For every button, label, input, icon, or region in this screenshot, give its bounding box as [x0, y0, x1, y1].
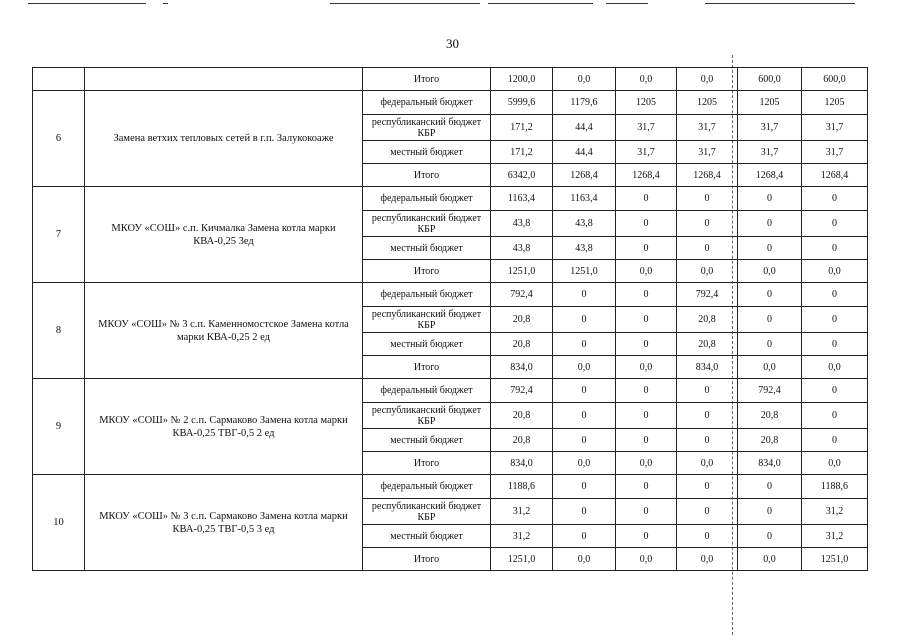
- value-cell: 0: [616, 525, 677, 548]
- value-cell: 0: [616, 307, 677, 333]
- top-rule-6: [705, 3, 855, 4]
- value-cell: 0: [738, 525, 802, 548]
- value-cell: 1205: [677, 91, 738, 115]
- value-cell: 1251,0: [802, 548, 868, 571]
- table-row: [33, 187, 868, 211]
- value-cell: 31,7: [802, 141, 868, 164]
- description-cell: МКОУ «СОШ» № 3 с.п. Сармаково Замена котла марки КВА-0,25 ТВГ-0,5 3 ед: [85, 475, 363, 571]
- description-cell: Замена ветхих тепловых сетей в г.п. Залукокоаже: [85, 91, 363, 187]
- funding-source-cell: республиканский бюджет КБР: [363, 403, 491, 429]
- value-cell: 0: [553, 403, 616, 429]
- value-cell: 1251,0: [491, 260, 553, 283]
- table-row: [33, 475, 868, 499]
- value-cell: 1268,4: [616, 164, 677, 187]
- value-cell: 43,8: [491, 237, 553, 260]
- value-cell: 0: [616, 237, 677, 260]
- value-cell: 1251,0: [491, 548, 553, 571]
- value-cell: 0: [738, 307, 802, 333]
- value-cell: 43,8: [553, 237, 616, 260]
- value-cell: 0: [677, 429, 738, 452]
- value-cell: 31,7: [616, 141, 677, 164]
- value-cell: 1163,4: [553, 187, 616, 211]
- value-cell: 0: [802, 283, 868, 307]
- description-cell: [85, 68, 363, 91]
- value-cell: 0: [802, 403, 868, 429]
- funding-source-cell: местный бюджет: [363, 525, 491, 548]
- value-cell: 0: [802, 211, 868, 237]
- value-cell: 0: [553, 475, 616, 499]
- value-cell: 0,0: [802, 356, 868, 379]
- funding-source-cell: республиканский бюджет КБР: [363, 499, 491, 525]
- table-row: [33, 68, 868, 91]
- row-index-cell: 8: [33, 283, 85, 379]
- value-cell: 31,7: [802, 115, 868, 141]
- top-rule-2: [163, 3, 168, 4]
- value-cell: 0: [553, 283, 616, 307]
- value-cell: 0: [553, 525, 616, 548]
- value-cell: 1268,4: [553, 164, 616, 187]
- description-cell: МКОУ «СОШ» с.п. Кичмалка Замена котла марки КВА-0,25 3ед: [85, 187, 363, 283]
- value-cell: 0,0: [677, 548, 738, 571]
- value-cell: 20,8: [677, 333, 738, 356]
- value-cell: 31,7: [738, 141, 802, 164]
- value-cell: 0: [677, 211, 738, 237]
- value-cell: 792,4: [491, 283, 553, 307]
- value-cell: 20,8: [491, 333, 553, 356]
- value-cell: 0: [677, 499, 738, 525]
- value-cell: 0: [802, 237, 868, 260]
- value-cell: 31,7: [677, 115, 738, 141]
- value-cell: 0,0: [677, 452, 738, 475]
- value-cell: 600,0: [802, 68, 868, 91]
- value-cell: 0,0: [616, 356, 677, 379]
- value-cell: 0: [616, 475, 677, 499]
- value-cell: 0,0: [677, 260, 738, 283]
- value-cell: 0: [802, 307, 868, 333]
- value-cell: 0,0: [677, 68, 738, 91]
- row-index-cell: 6: [33, 91, 85, 187]
- value-cell: 31,7: [616, 115, 677, 141]
- funding-source-cell: Итого: [363, 68, 491, 91]
- value-cell: 0: [738, 499, 802, 525]
- top-rule-1: [28, 3, 146, 4]
- value-cell: 31,2: [802, 525, 868, 548]
- value-cell: 834,0: [491, 356, 553, 379]
- value-cell: 792,4: [677, 283, 738, 307]
- funding-source-cell: Итого: [363, 548, 491, 571]
- value-cell: 0: [616, 283, 677, 307]
- value-cell: 834,0: [491, 452, 553, 475]
- row-index-cell: 9: [33, 379, 85, 475]
- value-cell: 31,2: [491, 499, 553, 525]
- value-cell: 171,2: [491, 115, 553, 141]
- value-cell: 1268,4: [677, 164, 738, 187]
- funding-source-cell: федеральный бюджет: [363, 91, 491, 115]
- funding-source-cell: республиканский бюджет КБР: [363, 211, 491, 237]
- value-cell: 834,0: [677, 356, 738, 379]
- value-cell: 0,0: [616, 260, 677, 283]
- value-cell: 20,8: [491, 307, 553, 333]
- value-cell: 1268,4: [738, 164, 802, 187]
- funding-source-cell: федеральный бюджет: [363, 379, 491, 403]
- page-number: 30: [446, 36, 459, 51]
- value-cell: 0: [677, 475, 738, 499]
- value-cell: 0,0: [616, 68, 677, 91]
- row-index-cell: 10: [33, 475, 85, 571]
- table-row: [33, 283, 868, 307]
- value-cell: 0,0: [553, 68, 616, 91]
- value-cell: 1188,6: [491, 475, 553, 499]
- budget-table: [32, 67, 868, 571]
- value-cell: 43,8: [491, 211, 553, 237]
- value-cell: 1200,0: [491, 68, 553, 91]
- value-cell: 0: [616, 333, 677, 356]
- value-cell: 0: [802, 429, 868, 452]
- value-cell: 31,7: [738, 115, 802, 141]
- value-cell: 20,8: [491, 429, 553, 452]
- value-cell: 0: [677, 379, 738, 403]
- value-cell: 0: [553, 429, 616, 452]
- value-cell: 792,4: [738, 379, 802, 403]
- value-cell: 0: [616, 379, 677, 403]
- value-cell: 0: [802, 379, 868, 403]
- table-row: [33, 379, 868, 403]
- value-cell: 1205: [802, 91, 868, 115]
- funding-source-cell: республиканский бюджет КБР: [363, 115, 491, 141]
- funding-source-cell: федеральный бюджет: [363, 475, 491, 499]
- value-cell: 6342,0: [491, 164, 553, 187]
- value-cell: 0: [553, 307, 616, 333]
- value-cell: 1179,6: [553, 91, 616, 115]
- value-cell: 44,4: [553, 115, 616, 141]
- value-cell: 0: [616, 499, 677, 525]
- value-cell: 600,0: [738, 68, 802, 91]
- top-rule-3: [330, 3, 480, 4]
- value-cell: 834,0: [738, 452, 802, 475]
- funding-source-cell: местный бюджет: [363, 333, 491, 356]
- funding-source-cell: Итого: [363, 260, 491, 283]
- value-cell: 0,0: [553, 548, 616, 571]
- value-cell: 0: [553, 333, 616, 356]
- funding-source-cell: федеральный бюджет: [363, 283, 491, 307]
- table-body: [33, 68, 868, 571]
- value-cell: 0: [677, 403, 738, 429]
- table-row: [33, 91, 868, 115]
- description-cell: МКОУ «СОШ» № 3 с.п. Каменномостское Замена котла марки КВА-0,25 2 ед: [85, 283, 363, 379]
- value-cell: 0: [738, 475, 802, 499]
- row-index-cell: 7: [33, 187, 85, 283]
- value-cell: 31,2: [802, 499, 868, 525]
- funding-source-cell: местный бюджет: [363, 237, 491, 260]
- top-rule-5: [606, 3, 648, 4]
- value-cell: 0,0: [802, 452, 868, 475]
- value-cell: 44,4: [553, 141, 616, 164]
- value-cell: 43,8: [553, 211, 616, 237]
- value-cell: 1205: [616, 91, 677, 115]
- value-cell: 0,0: [616, 548, 677, 571]
- value-cell: 0,0: [802, 260, 868, 283]
- value-cell: 0: [738, 283, 802, 307]
- value-cell: 0: [677, 525, 738, 548]
- value-cell: 0,0: [553, 356, 616, 379]
- value-cell: 20,8: [491, 403, 553, 429]
- value-cell: 0,0: [738, 548, 802, 571]
- funding-source-cell: Итого: [363, 452, 491, 475]
- value-cell: 31,7: [677, 141, 738, 164]
- value-cell: 0,0: [553, 452, 616, 475]
- value-cell: 1268,4: [802, 164, 868, 187]
- funding-source-cell: федеральный бюджет: [363, 187, 491, 211]
- value-cell: 0,0: [616, 452, 677, 475]
- value-cell: 0: [802, 187, 868, 211]
- value-cell: 0: [738, 187, 802, 211]
- value-cell: 1251,0: [553, 260, 616, 283]
- value-cell: 1188,6: [802, 475, 868, 499]
- value-cell: 1205: [738, 91, 802, 115]
- value-cell: 0: [553, 499, 616, 525]
- value-cell: 0: [802, 333, 868, 356]
- value-cell: 0: [553, 379, 616, 403]
- top-rule-4: [488, 3, 593, 4]
- value-cell: 171,2: [491, 141, 553, 164]
- funding-source-cell: местный бюджет: [363, 141, 491, 164]
- funding-source-cell: Итого: [363, 164, 491, 187]
- value-cell: 1163,4: [491, 187, 553, 211]
- value-cell: 5999,6: [491, 91, 553, 115]
- value-cell: 0,0: [738, 356, 802, 379]
- funding-source-cell: республиканский бюджет КБР: [363, 307, 491, 333]
- value-cell: 0,0: [738, 260, 802, 283]
- value-cell: 20,8: [738, 429, 802, 452]
- value-cell: 0: [677, 187, 738, 211]
- value-cell: 0: [738, 211, 802, 237]
- value-cell: 0: [616, 403, 677, 429]
- funding-source-cell: местный бюджет: [363, 429, 491, 452]
- value-cell: 0: [738, 333, 802, 356]
- description-cell: МКОУ «СОШ» № 2 с.п. Сармаково Замена котла марки КВА-0,25 ТВГ-0,5 2 ед: [85, 379, 363, 475]
- value-cell: 792,4: [491, 379, 553, 403]
- value-cell: 0: [738, 237, 802, 260]
- row-index-cell: [33, 68, 85, 91]
- value-cell: 20,8: [677, 307, 738, 333]
- value-cell: 0: [616, 211, 677, 237]
- value-cell: 0: [616, 187, 677, 211]
- value-cell: 0: [677, 237, 738, 260]
- value-cell: 20,8: [738, 403, 802, 429]
- value-cell: 31,2: [491, 525, 553, 548]
- value-cell: 0: [616, 429, 677, 452]
- funding-source-cell: Итого: [363, 356, 491, 379]
